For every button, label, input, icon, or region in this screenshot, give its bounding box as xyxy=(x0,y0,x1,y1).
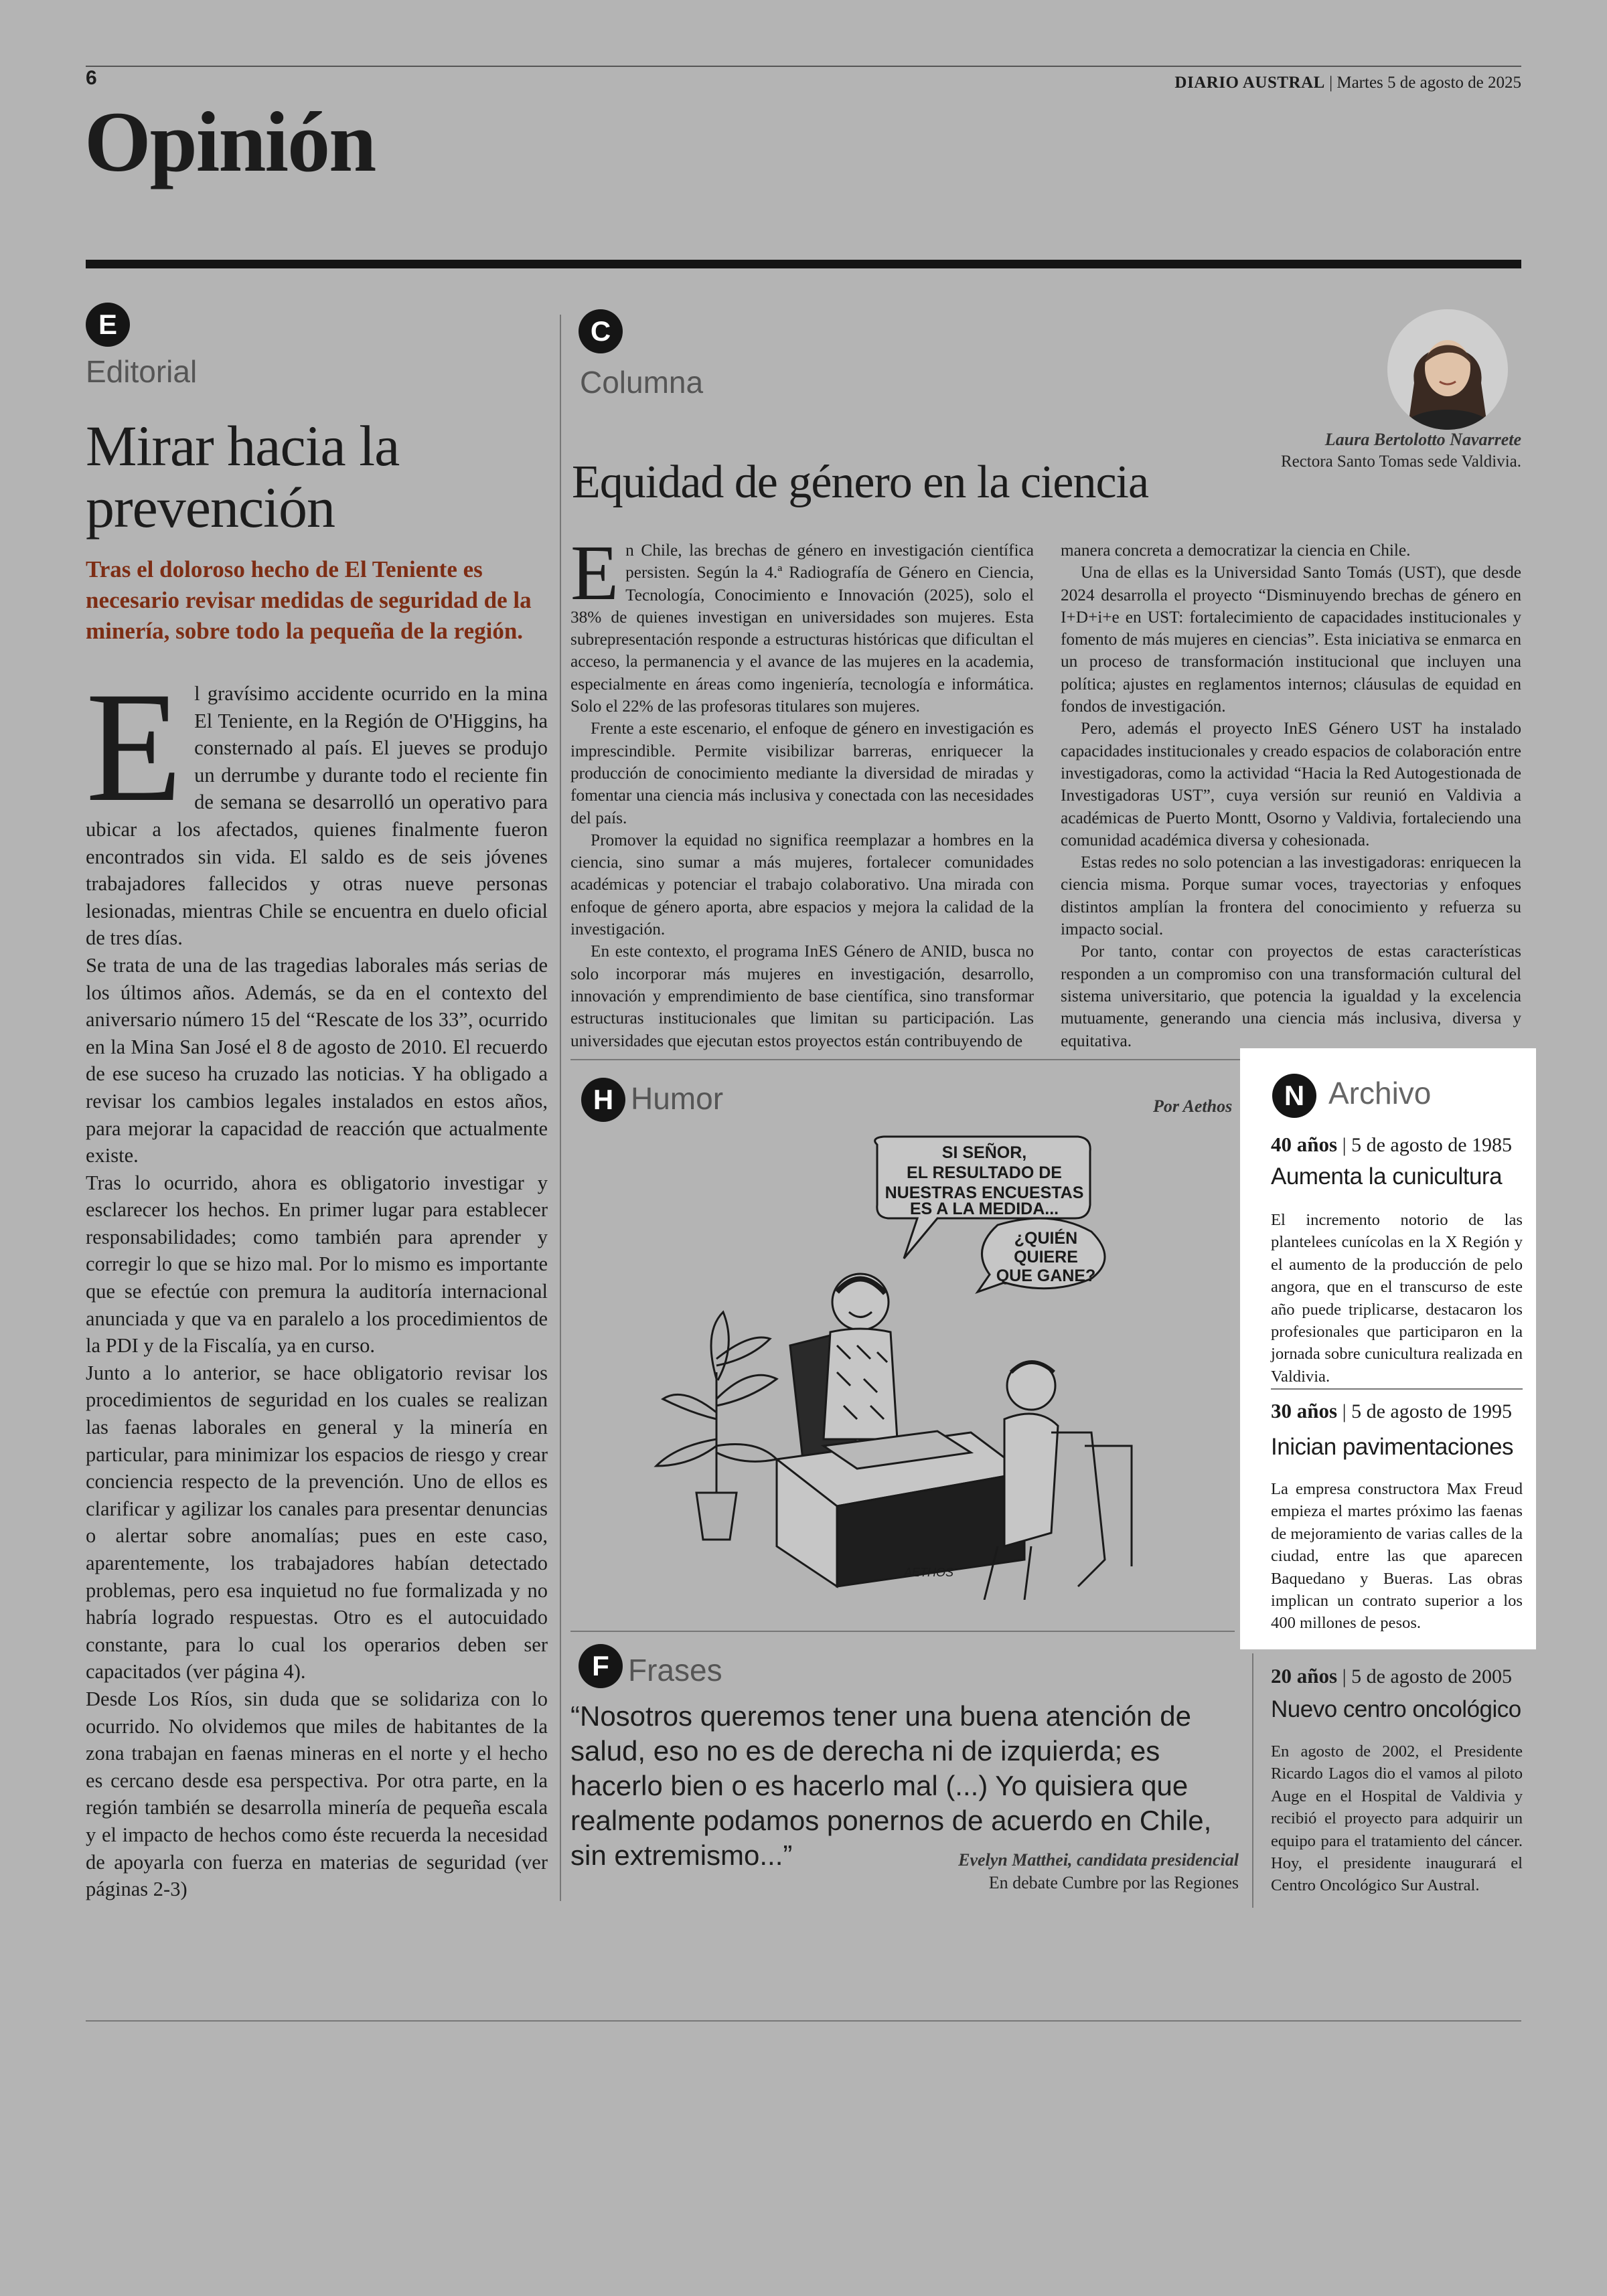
archivo-badge: N xyxy=(1272,1074,1316,1118)
archivo-date: | 5 de agosto de 2005 xyxy=(1342,1665,1513,1688)
archivo-date: | 5 de agosto de 1985 xyxy=(1342,1134,1513,1156)
column-body-right xyxy=(1061,540,1521,1052)
quote-author: Evelyn Matthei, candidata presidencial xyxy=(958,1850,1239,1870)
paper-name: DIARIO AUSTRAL xyxy=(1174,74,1325,92)
editorial-paragraph: Junto a lo anterior, se hace obligatorio revisar los procedimientos de seguridad en los cuales se realizan las faenas laborales en general y la minería en particular, para minimizar los espacios de riesgo y crear conciencia respecto de la prevención. Uno de ellos es clarificar y agilizar los canales para presentar denuncias o alertar sobre anomalías; pues en este caso, aparentemente, los trabajadores habían detectado problemas, pero esa inquietud no fue formalizada y no habría logrado respuestas. Otro es el autocuidado constante, para lo cual los operarios deben ser capacitados (ver página 4). xyxy=(86,1361,548,1684)
editorial-paragraph: Se trata de una de las tragedias laborales más serias de los últimos años. Además, se da en el contexto del aniversario número 15 del “Rescate de los 33”, ocurrido en la Mina San José el 8 de agosto de 2010. El recuerdo de ese suceso ha cruzado las noticias. Y ha obligado a revisar los cambios legales instalados en estos años, para mejorar la capacidad de reacción que actualmente existe. xyxy=(86,953,548,1167)
editorial-lead: Tras el doloroso hecho de El Teniente es necesario revisar medidas de seguridad de la minería, sobre todo la pequeña de la región. xyxy=(86,556,532,644)
quote-context: En debate Cumbre por las Regiones xyxy=(988,1873,1239,1892)
editorial-body xyxy=(86,660,548,1903)
editorial-drop-cap: E xyxy=(86,660,183,835)
bubble2-line1: ¿QUIÉN xyxy=(1014,1229,1078,1248)
archivo-years: 40 años xyxy=(1271,1133,1338,1156)
archivo-item-body: El incremento notorio de las plantelees cunícolas en la X Región y el aumento de la producción de pelo angora, que en el transcurso de este año puede triplicarse, destacaron los profesionales que participaron en la jornada sobre cunicultura realizada en Valdivia. xyxy=(1271,1211,1523,1386)
column-paragraph: Por tanto, contar con proyectos de estas características responden a un compromiso con una transformación cultural del sistema universitario, que potencia la igualdad y la excelencia mutuamente, generando una ciencia más inclusiva, diversa y equitativa. xyxy=(1061,942,1521,1050)
bottom-rule xyxy=(86,2020,1521,2022)
column-title: Equidad de género en la ciencia xyxy=(572,457,1149,508)
humor-byline: Por Aethos xyxy=(1153,1096,1233,1116)
archivo-item-rule xyxy=(1271,1388,1523,1390)
column-badge: C xyxy=(579,309,623,353)
author-name: Laura Bertolotto Navarrete xyxy=(1324,430,1521,449)
issue-date: Martes 5 de agosto de 2025 xyxy=(1336,74,1521,92)
column-body-left xyxy=(570,529,1034,1052)
archivo-years: 30 años xyxy=(1271,1399,1338,1422)
editorial-paragraph: El gravísimo accidente ocurrido en la mina El Teniente, en la Región de O'Higgins, ha consternado al país. El jueves se produjo un derrumbe y durante todo el reciente fin de semana se desarrolló un operativo para ubicar a los afectados, quienes finalmente fueron encontrados sin vida. El saldo es de seis jóvenes trabajadores fallecidos y otras nueve personas lesionadas, mientras Chile se encuentra en duelo oficial de tres días. xyxy=(86,660,548,950)
author-role: Rectora Santo Tomas sede Valdivia. xyxy=(1280,453,1521,471)
humor-kicker: Humor xyxy=(631,1081,724,1116)
column-paragraph: Pero, además el proyecto InES Género UST ha instalado capacidades institucionales y creado espacios de colaboración entre investigadoras, como la actividad “Hacia la Red Autogestionada de Investigadoras UST”, cuya versión sur reunió en Valdivia a académicas de Puerto Montt, Osorno y Valdivia, fortaleciendo una comunidad académica diversa y cohesionada. xyxy=(1061,719,1521,849)
bubble1-line3: NUESTRAS ENCUESTAS xyxy=(885,1183,1084,1202)
quote-text: “Nosotros queremos tener una buena atención de salud, eso no es de derecha ni de izquierda; es hacerlo bien o es hacerlo mal (...) Yo quisiera que realmente podamos ponernos de acuerdo en Chile, sin extremismo...” xyxy=(570,1700,1212,1871)
author-photo xyxy=(1387,309,1508,430)
column-paragraph: Promover la equidad no significa reemplazar a hombres en la ciencia, sino sumar a más mujeres, fortalecer comunidades académicas y potenciar el trabajo colaborativo. Una mirada con enfoque de género aporta, abre espacios y mejora la calidad de la investigación. xyxy=(570,830,1034,939)
archivo-date: | 5 de agosto de 1995 xyxy=(1342,1400,1513,1422)
humor-badge: H xyxy=(581,1078,625,1122)
archivo-item-title: Inician pavimentaciones xyxy=(1271,1434,1514,1460)
archivo-item-title: Nuevo centro oncológico xyxy=(1271,1696,1521,1722)
page-number: 6 xyxy=(86,67,97,89)
archivo-item-head xyxy=(1271,1664,1512,1688)
section-title: Opinión xyxy=(84,94,376,189)
archivo-item-title: Aumenta la cunicultura xyxy=(1271,1163,1503,1190)
bubble1-line1: SI SEÑOR, xyxy=(941,1143,1027,1162)
editorial-title-line1: Mirar hacia la xyxy=(86,414,400,478)
column-drop-cap: E xyxy=(570,529,619,617)
column-divider xyxy=(560,315,561,1901)
bubble1-line2: EL RESULTADO DE xyxy=(907,1163,1062,1182)
column-paragraph: Una de ellas es la Universidad Santo Tomás (UST), que desde 2024 desarrolla el proyecto “Disminuyendo brechas de género en I+D+i+e en UST: fortalecimiento de capacidades institucionales y fomento de más mujeres en ciencias”. Esta iniciativa se enmarca en un proceso de transformación institucional que incluyen una política; ajustes en reglamentos internos; cláusulas de equidad en fondos de investigación. xyxy=(1061,563,1521,716)
editorial-title xyxy=(86,415,554,538)
column-paragraph: En este contexto, el programa InES Género de ANID, busca no solo incorporar más mujeres en investigación, desarrollo, innovación y emprendimiento de base científica, sino transformar estructuras institucionales que limitan su participación. Las universidades que ejecutan estos proyectos están contribuyendo de xyxy=(570,942,1034,1050)
archivo-years: 20 años xyxy=(1271,1664,1338,1688)
bubble2-line3: QUE GANE? xyxy=(996,1266,1096,1285)
frases-badge: F xyxy=(579,1644,623,1688)
cartoon-signature: AETHOS xyxy=(904,1566,954,1579)
editorial-title-line2: prevención xyxy=(86,475,335,540)
editorial-paragraph: Desde Los Ríos, sin duda que se solidariza con lo ocurrido. No olvidemos que miles de habitantes de la zona trabajan en faenas mineras en el norte y el hecho es cercano desde esa perspectiva. Por otra parte, en la región también se desarrolla minería de pequeña escala y el impacto de hechos como éste recuerda la necesidad de apoyarla con fuerza en materias de seguridad (ver páginas 2-3) xyxy=(86,1687,548,1901)
column-kicker: Columna xyxy=(580,365,704,400)
archivo-kicker: Archivo xyxy=(1328,1076,1432,1111)
bubble2-line2: QUIERE xyxy=(1014,1248,1078,1266)
editorial-paragraph: Tras lo ocurrido, ahora es obligatorio investigar y esclarecer los hechos. En primer lugar para establecer responsabilidades; como también para aprender y corregir lo que se hizo mal. Por lo mismo es importante que se efectúe con premura la auditoría internacional anunciada y que va en paralelo a los procedimientos de la PDI y de la Fiscalía, ya en curso. xyxy=(86,1171,548,1358)
column-paragraph: En Chile, las brechas de género en investigación científica persisten. Según la 4.ª Radiografía de Género en Ciencia, Tecnología, Conocimiento e Innovación (2025), solo el 38% de quienes investigan en universidades son mujeres. Esta subrepresentación responde a estructuras históricas que dificultan el acceso, la permanencia y el avance de las mujeres en la academia, especialmente en áreas como ingeniería, tecnología e informática. Solo el 22% de las profesoras titulares son mujeres. xyxy=(570,529,1034,716)
bubble1-line4: ES A LA MEDIDA... xyxy=(909,1200,1059,1218)
top-rule xyxy=(86,66,1521,67)
archivo-divider xyxy=(1252,1653,1253,1908)
archivo-item-body: La empresa constructora Max Freud empieza el martes próximo las faenas de mejoramiento de varias calles de la ciudad, entre las que aparecen Baquedano y Bueras. Las obras implican un contrato superior a los 400 millones de pesos. xyxy=(1271,1480,1523,1633)
frases-top-rule xyxy=(570,1631,1235,1632)
column-paragraph: Estas redes no solo potencian a las investigadoras: enriquecen la ciencia misma. Porque sumar voces, trayectorias y enfoques distintos amplían la frontera del conocimiento y refuerza su impacto social. xyxy=(1061,853,1521,939)
column-paragraph: manera concreta a democratizar la ciencia en Chile. xyxy=(1061,541,1411,560)
archivo-item-head xyxy=(1271,1133,1512,1157)
editorial-badge: E xyxy=(86,303,130,347)
section-rule xyxy=(86,260,1521,268)
humor-cartoon xyxy=(623,1131,1158,1600)
editorial-kicker: Editorial xyxy=(86,354,198,389)
paper-date-line: DIARIO AUSTRAL | Martes 5 de agosto de 2025 xyxy=(1174,74,1521,92)
column-paragraph: Frente a este escenario, el enfoque de género en investigación es imprescindible. Permite visibilizar barreras, enriquecer la producción de conocimiento mediante la diversidad de miradas y fomentar una ciencia más inclusiva y conectada con las necesidades del país. xyxy=(570,719,1034,827)
frases-kicker: Frases xyxy=(628,1653,722,1688)
archivo-item-head xyxy=(1271,1399,1512,1423)
archivo-item-body: En agosto de 2002, el Presidente Ricardo Lagos dio el vamos al piloto Auge en el Hospital de Valdivia y recibió el proyecto para adquirir un equipo para el tratamiento del cáncer. Hoy, el presidente inaugurará el Centro Oncológico Sur Austral. xyxy=(1271,1742,1523,1895)
